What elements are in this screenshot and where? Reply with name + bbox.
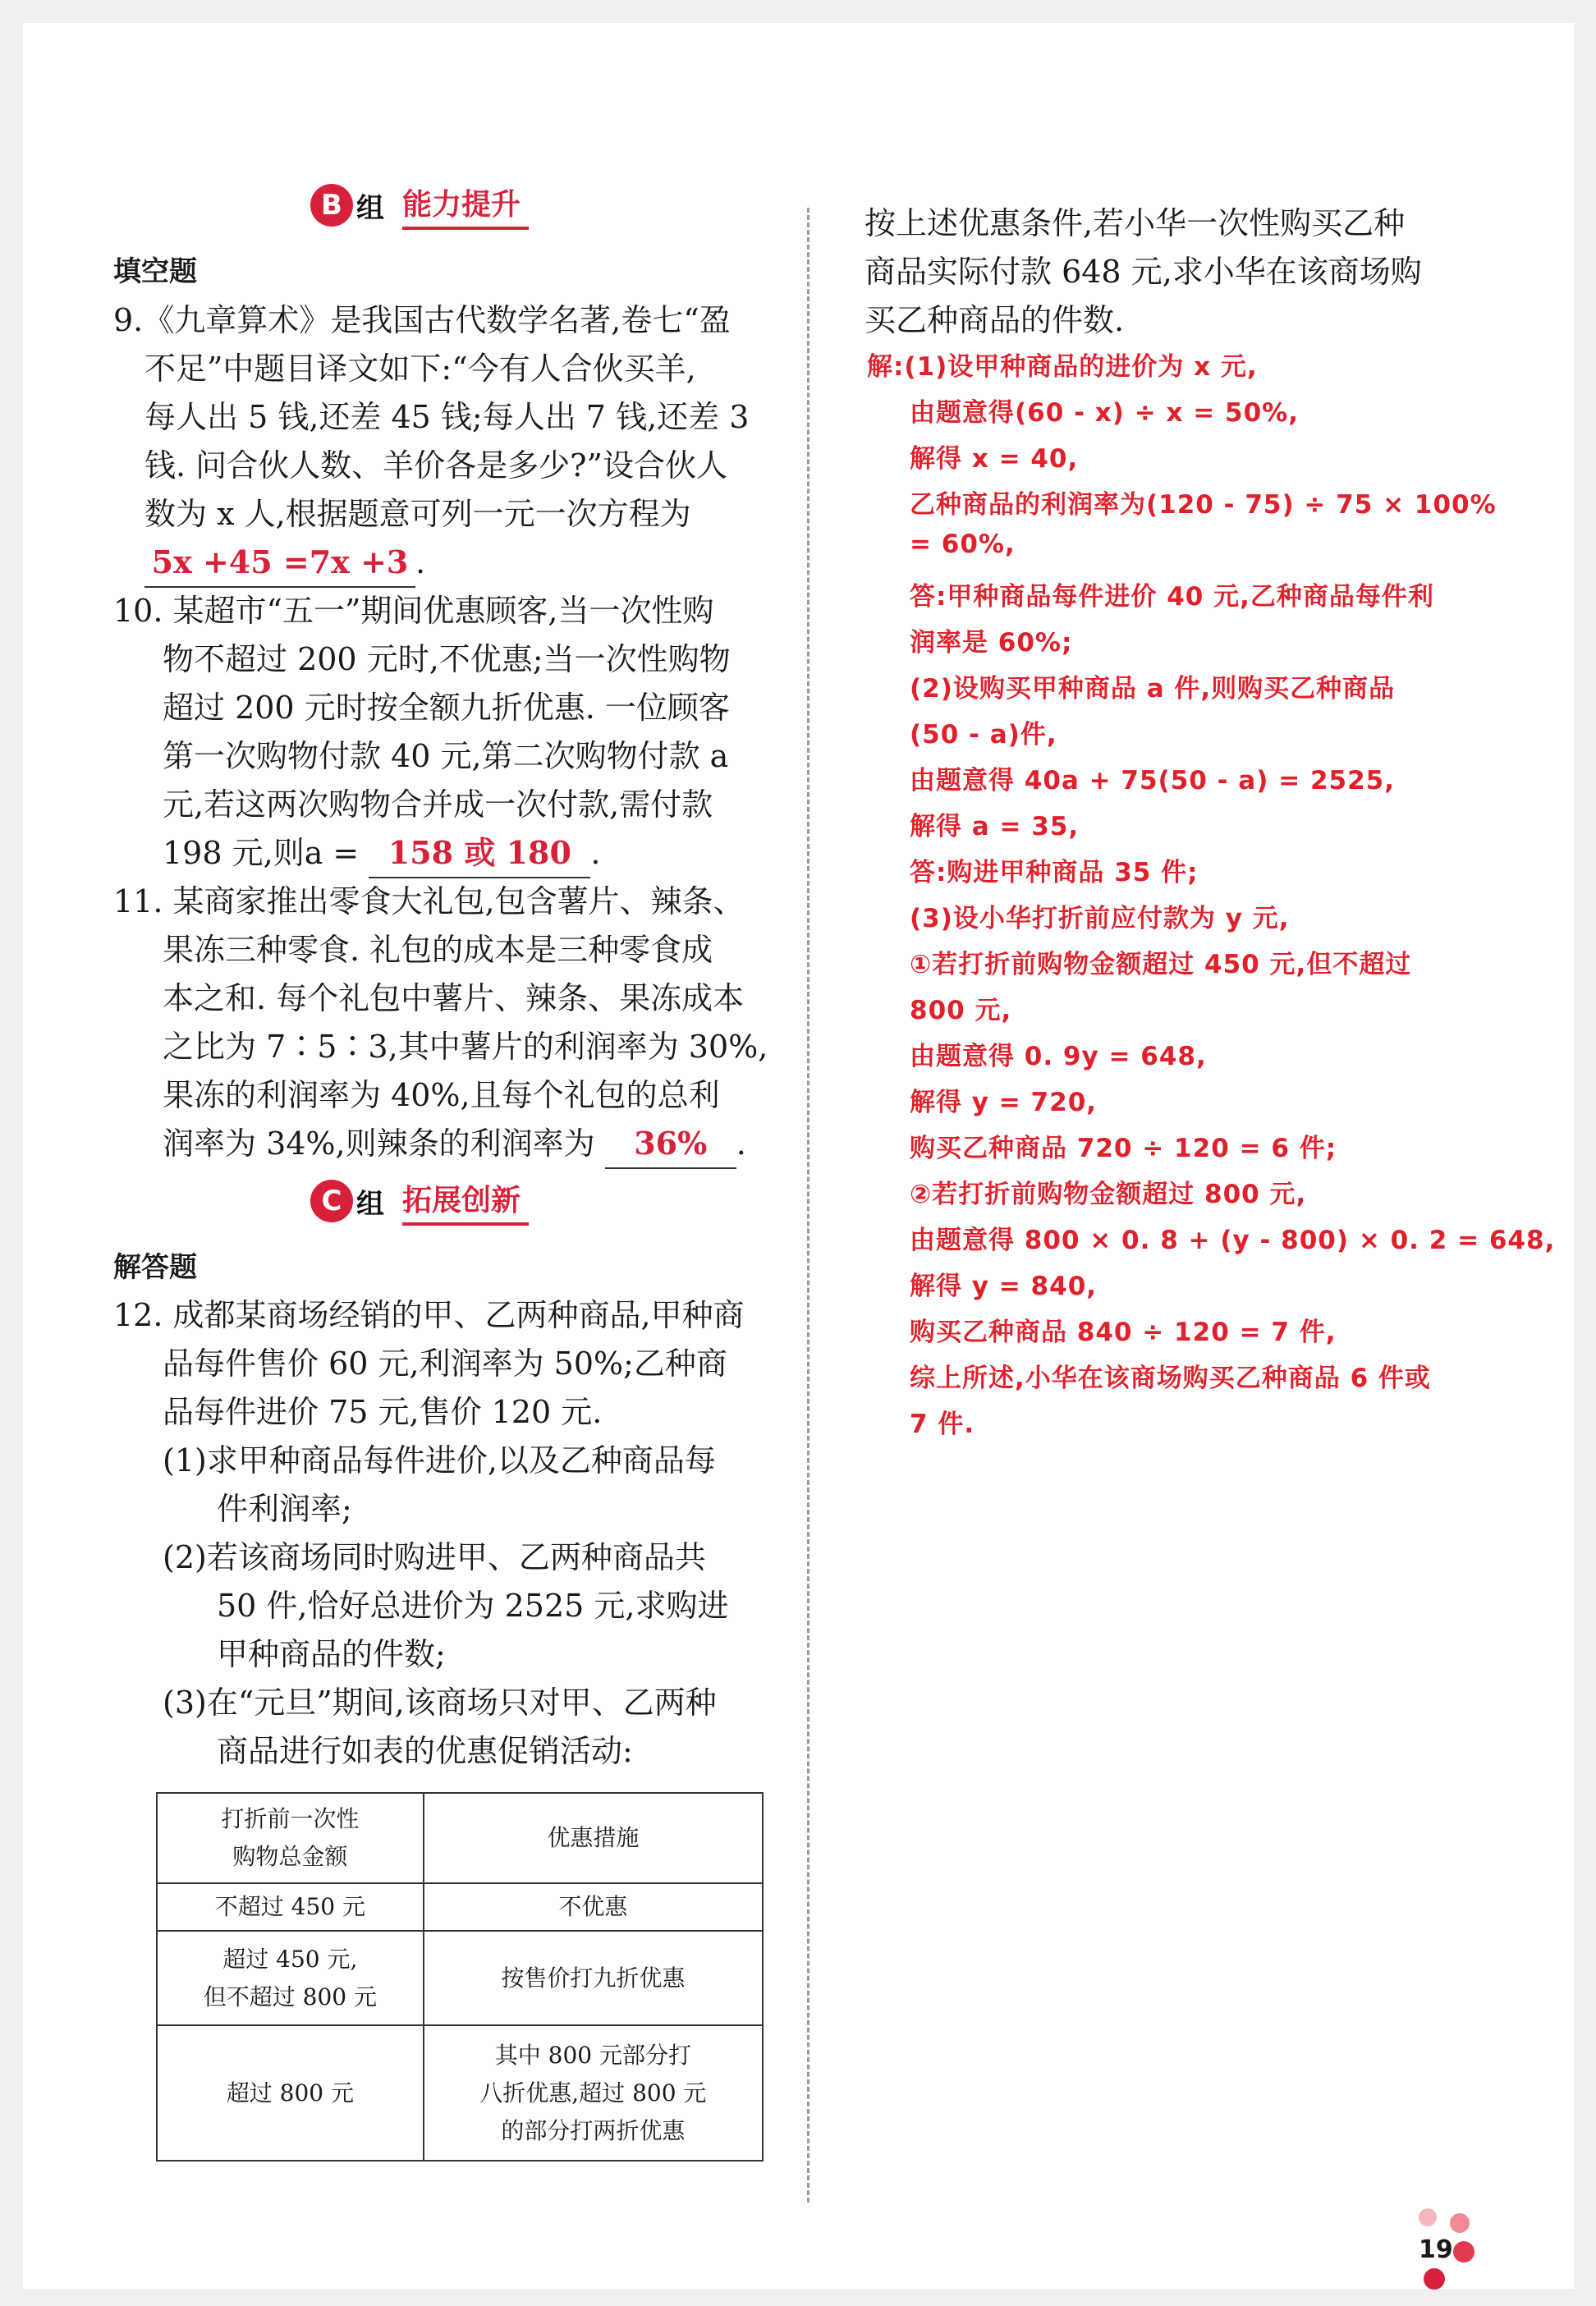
q12-line: (3)在“元旦”期间,该商场只对甲、乙两种 <box>163 1685 717 1721</box>
section-b-group: 组 <box>356 191 384 225</box>
q11-line: 11. 某商家推出零食大礼包,包含薯片、辣条、 <box>113 883 745 919</box>
q11-line: 果冻三种零食. 礼包的成本是三种零食成 <box>163 932 713 968</box>
q12-line: 品每件售价 60 元,利润率为 50%;乙种商 <box>163 1346 727 1382</box>
section-c-group: 组 <box>356 1187 384 1221</box>
q11-answer: 36% <box>605 1120 736 1169</box>
solution-line: 答:购进甲种商品 35 件; <box>910 858 1199 887</box>
decor-dot-icon <box>1424 2268 1445 2290</box>
table-row <box>157 1931 763 2025</box>
q10-line: 超过 200 元时按全额九折优惠. 一位顾客 <box>163 690 730 726</box>
discount-table <box>156 1792 764 2162</box>
right-text-line: 商品实际付款 648 元,求小华在该商场购 <box>864 254 1422 290</box>
solution-line: 7 件. <box>910 1410 975 1439</box>
solution-line: ①若打折前购物金额超过 450 元,但不超过 <box>910 950 1412 979</box>
q11-answer-line <box>163 1120 746 1169</box>
right-text-line: 按上述优惠条件,若小华一次性购买乙种 <box>864 205 1406 241</box>
solution-line: 800 元, <box>910 996 1012 1025</box>
section-c-banner <box>310 1176 529 1226</box>
q12-line: 50 件,恰好总进价为 2525 元,求购进 <box>217 1588 729 1624</box>
table-cell: 其中 800 元部分打 八折优惠,超过 800 元 的部分打两折优惠 <box>424 2025 763 2161</box>
q10-answer: 158 或 180 <box>369 829 590 878</box>
table-cell: 按售价打九折优惠 <box>424 1931 763 2025</box>
q10-end: . <box>590 835 601 871</box>
solution-line: 综上所述,小华在该商场购买乙种商品 6 件或 <box>910 1364 1431 1393</box>
decor-dot-icon <box>1453 2241 1474 2262</box>
solution-line: 由题意得 40a + 75(50 - a) = 2525, <box>910 766 1396 795</box>
solution-line: 由题意得 800 × 0. 8 + (y - 800) × 0. 2 = 648, <box>910 1226 1556 1255</box>
table-cell: 不优惠 <box>424 1883 763 1931</box>
solution-line: 解得 y = 720, <box>910 1088 1098 1117</box>
solution-line: 购买乙种商品 840 ÷ 120 = 7 件, <box>910 1318 1337 1347</box>
section-b-title: 能力提升 <box>402 181 529 230</box>
column-divider <box>807 208 809 2203</box>
solution-line: 润率是 60%; <box>910 628 1073 658</box>
q11-line: 果冻的利润率为 40%,且每个礼包的总利 <box>163 1077 720 1113</box>
solution-line: 购买乙种商品 720 ÷ 120 = 6 件; <box>910 1134 1337 1163</box>
q9-line: 不足”中题目译文如下:“今有人合伙买羊, <box>144 351 696 387</box>
q12-line: 品每件进价 75 元,售价 120 元. <box>163 1394 603 1430</box>
table-header-row <box>157 1793 763 1883</box>
solution-line: ②若打折前购物金额超过 800 元, <box>910 1180 1307 1209</box>
solution-line: 由题意得(60 - x) ÷ x = 50%, <box>910 398 1300 428</box>
solution-line: (3)设小华打折前应付款为 y 元, <box>910 904 1290 933</box>
solution-line: (50 - a)件, <box>910 720 1057 750</box>
q12-line: 商品进行如表的优惠促销活动: <box>217 1733 633 1769</box>
q9-line: 9.《九章算术》是我国古代数学名著,卷七“盈 <box>113 302 731 338</box>
decor-dot-icon <box>1450 2213 1470 2233</box>
q10-answer-line <box>163 829 600 878</box>
solution-line: 解得 y = 840, <box>910 1272 1098 1301</box>
q11-line: 之比为 7∶5∶3,其中薯片的利润率为 30%, <box>163 1029 768 1065</box>
solution-line: = 60%, <box>910 530 1016 559</box>
q12-line: 件利润率; <box>217 1491 352 1527</box>
q10-line: 第一次购物付款 40 元,第二次购物付款 a <box>163 738 729 774</box>
fill-heading: 填空题 <box>113 255 197 288</box>
q12-line: (2)若该商场同时购进甲、乙两种商品共 <box>163 1539 706 1575</box>
table-cell: 超过 450 元, 但不超过 800 元 <box>157 1931 424 2025</box>
solution-line: 解得 x = 40, <box>910 444 1079 474</box>
solution-line: 解得 a = 35, <box>910 812 1080 841</box>
decor-dot-icon <box>1419 2208 1437 2226</box>
solve-heading: 解答题 <box>113 1251 197 1284</box>
section-c-letter: C <box>310 1180 353 1222</box>
solution-line: 解:(1)设甲种商品的进价为 x 元, <box>867 352 1258 382</box>
q9-line: 数为 x 人,根据题意可列一元一次方程为 <box>144 496 691 532</box>
section-c-title: 拓展创新 <box>402 1177 529 1226</box>
q9-answer: 5x +45 =7x +3 <box>144 539 415 588</box>
right-text-line: 买乙种商品的件数. <box>864 302 1125 338</box>
table-header-cell: 优惠措施 <box>424 1793 763 1883</box>
q9-answer-line <box>144 539 425 588</box>
q9-end: . <box>415 544 426 580</box>
solution-line: 答:甲种商品每件进价 40 元,乙种商品每件利 <box>910 582 1434 612</box>
q10-line: 10. 某超市“五一”期间优惠顾客,当一次性购 <box>113 593 714 629</box>
q12-line: 12. 成都某商场经销的甲、乙两种商品,甲种商 <box>113 1297 745 1333</box>
table-header-cell: 打折前一次性 购物总金额 <box>157 1793 424 1883</box>
table-cell: 超过 800 元 <box>157 2025 424 2161</box>
page <box>23 23 1575 2289</box>
solution-line: (2)设购买甲种商品 a 件,则购买乙种商品 <box>910 674 1396 704</box>
solution-line: 由题意得 0. 9y = 648, <box>910 1042 1207 1071</box>
table-row <box>157 2025 763 2161</box>
q11-line: 本之和. 每个礼包中薯片、辣条、果冻成本 <box>163 980 745 1016</box>
page-number: 19 <box>1419 2235 1453 2264</box>
q12-line: 甲种商品的件数; <box>217 1636 446 1672</box>
q11-end: . <box>736 1125 746 1162</box>
section-b-letter: B <box>310 184 353 227</box>
q11-prefix: 润率为 34%,则辣条的利润率为 <box>163 1125 595 1162</box>
q10-line: 元,若这两次购物合并成一次付款,需付款 <box>163 786 713 823</box>
q10-prefix: 198 元,则a = <box>163 835 360 871</box>
section-b-banner <box>310 181 529 230</box>
q10-line: 物不超过 200 元时,不优惠;当一次性购物 <box>163 641 731 677</box>
table-cell: 不超过 450 元 <box>157 1883 424 1931</box>
q9-line: 钱. 问合伙人数、羊价各是多少?”设合伙人 <box>144 447 727 484</box>
q9-line: 每人出 5 钱,还差 45 钱;每人出 7 钱,还差 3 <box>144 399 750 435</box>
solution-line: 乙种商品的利润率为(120 - 75) ÷ 75 × 100% <box>910 490 1497 520</box>
table-row <box>157 1883 763 1931</box>
q12-line: (1)求甲种商品每件进价,以及乙种商品每 <box>163 1442 716 1478</box>
